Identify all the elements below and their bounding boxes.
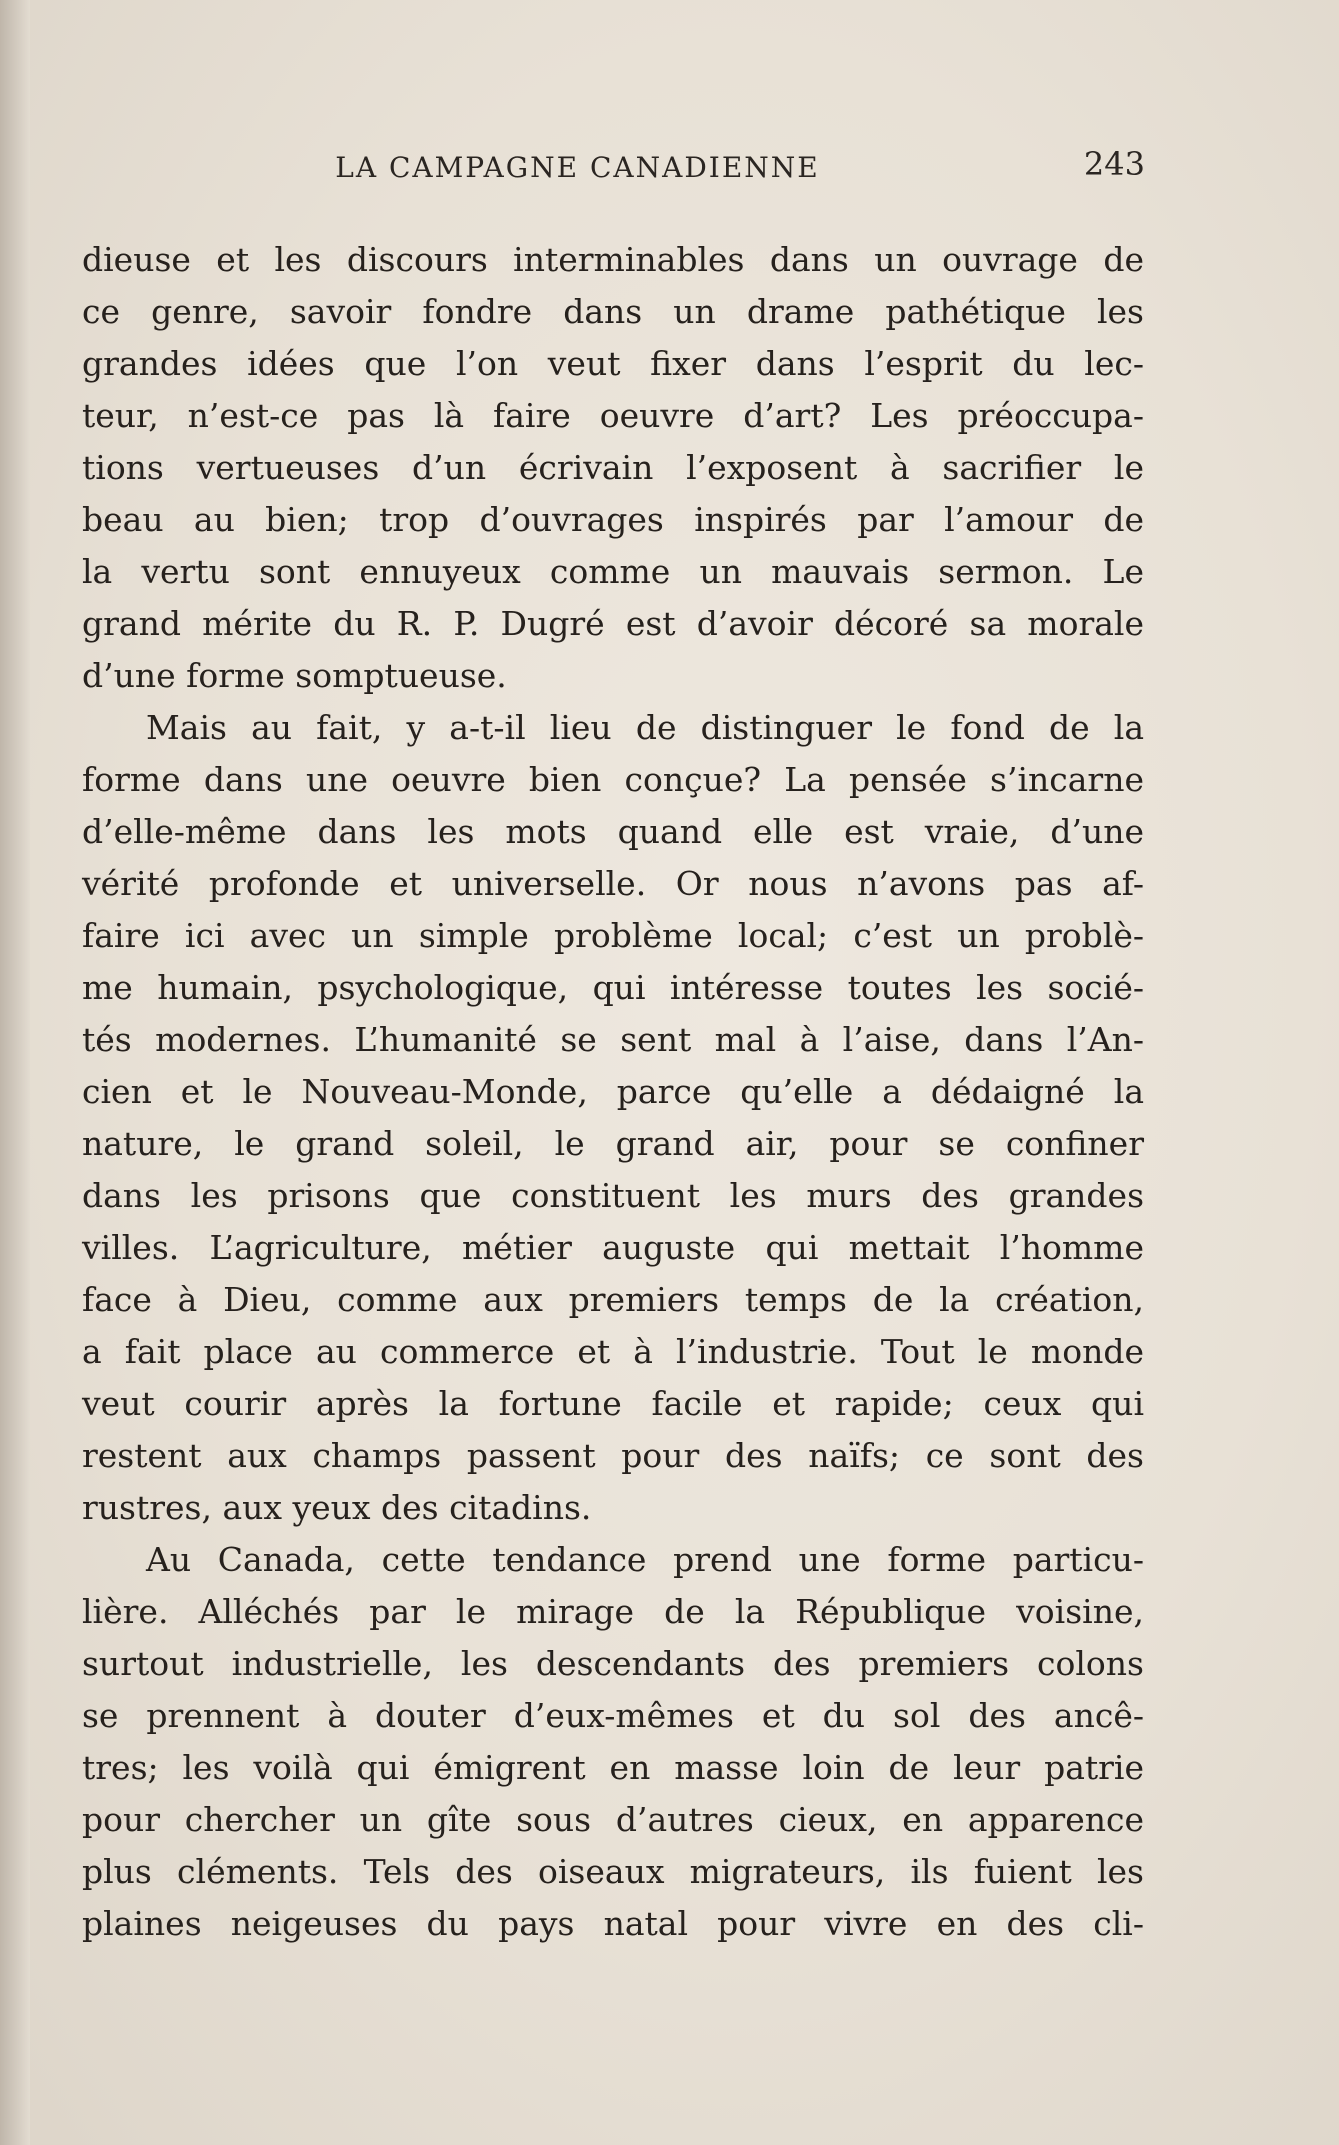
- text-line: plaines neigeuses du pays natal pour vivre en des cli-: [82, 1904, 1144, 1943]
- text-line: ce genre, savoir fondre dans un drame pathétique les: [82, 292, 1144, 331]
- paragraph-end-line: d’une forme somptueuse.: [82, 656, 507, 695]
- text-line: villes. L’agriculture, métier auguste qui mettait l’homme: [82, 1228, 1144, 1267]
- text-line: grand mérite du R. P. Dugré est d’avoir décoré sa morale: [82, 604, 1144, 643]
- text-line: cien et le Nouveau-Monde, parce qu’elle a dédaigné la: [82, 1072, 1144, 1111]
- text-line: nature, le grand soleil, le grand air, pour se confiner: [82, 1124, 1144, 1163]
- text-line: se prennent à douter d’eux-mêmes et du sol des ancê-: [82, 1696, 1144, 1735]
- text-line: grandes idées que l’on veut fixer dans l’esprit du lec-: [82, 344, 1144, 383]
- text-line: teur, n’est-ce pas là faire oeuvre d’art? Les préoccupa-: [82, 396, 1144, 435]
- text-line: veut courir après la fortune facile et rapide; ceux qui: [82, 1384, 1144, 1423]
- text-line: a fait place au commerce et à l’industrie. Tout le monde: [82, 1332, 1144, 1371]
- page-binding-shadow: [0, 0, 30, 2145]
- paragraph-start-line: Mais au fait, y a-t-il lieu de distinguer le fond de la: [146, 708, 1144, 747]
- text-line: tés modernes. L’humanité se sent mal à l’aise, dans l’An-: [82, 1020, 1144, 1059]
- body-text: [82, 234, 1144, 1950]
- text-line: plus cléments. Tels des oiseaux migrateurs, ils fuient les: [82, 1852, 1144, 1891]
- paragraph-start-line: Au Canada, cette tendance prend une forme particu-: [146, 1540, 1144, 1579]
- text-line: la vertu sont ennuyeux comme un mauvais sermon. Le: [82, 552, 1144, 591]
- text-line: restent aux champs passent pour des naïfs; ce sont des: [82, 1436, 1144, 1475]
- text-line: dans les prisons que constituent les murs des grandes: [82, 1176, 1144, 1215]
- text-line: forme dans une oeuvre bien conçue? La pensée s’incarne: [82, 760, 1144, 799]
- text-line: dieuse et les discours interminables dans un ouvrage de: [82, 240, 1144, 279]
- text-line: lière. Alléchés par le mirage de la République voisine,: [82, 1592, 1144, 1631]
- text-line: face à Dieu, comme aux premiers temps de la création,: [82, 1280, 1144, 1319]
- text-line: tres; les voilà qui émigrent en masse loin de leur patrie: [82, 1748, 1144, 1787]
- text-line: beau au bien; trop d’ouvrages inspirés par l’amour de: [82, 500, 1144, 539]
- text-line: tions vertueuses d’un écrivain l’exposent à sacrifier le: [82, 448, 1144, 487]
- text-line: me humain, psychologique, qui intéresse toutes les socié-: [82, 968, 1144, 1007]
- paragraph-end-line: rustres, aux yeux des citadins.: [82, 1488, 592, 1527]
- running-title: LA CAMPAGNE CANADIENNE: [335, 151, 820, 184]
- text-line: surtout industrielle, les descendants des premiers colons: [82, 1644, 1144, 1683]
- running-head: [80, 146, 1145, 190]
- text-line: vérité profonde et universelle. Or nous n’avons pas af-: [82, 864, 1144, 903]
- text-line: faire ici avec un simple problème local; c’est un problè-: [82, 916, 1144, 955]
- page-number: 243: [1083, 145, 1145, 183]
- text-line: pour chercher un gîte sous d’autres cieux, en apparence: [82, 1800, 1144, 1839]
- text-line: d’elle-même dans les mots quand elle est vraie, d’une: [82, 812, 1144, 851]
